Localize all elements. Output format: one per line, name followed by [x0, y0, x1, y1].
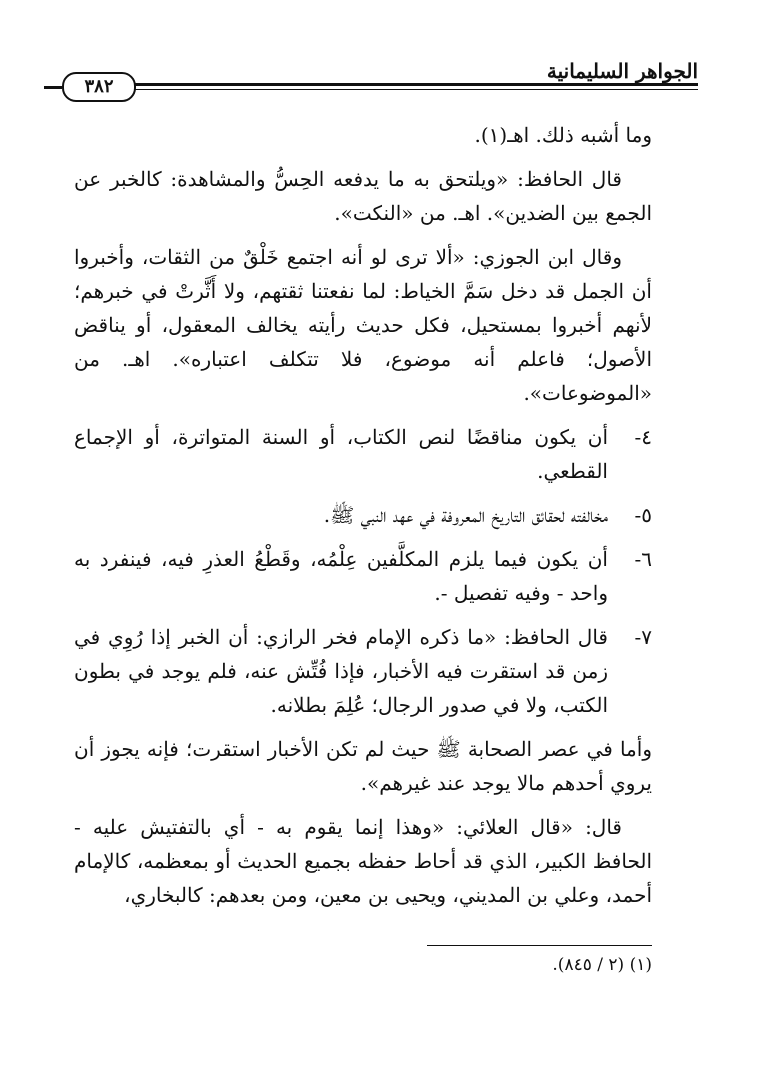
- header-rule-thin: [132, 89, 698, 91]
- list-item: [74, 620, 652, 722]
- list-item-text: أن يكون مناقضًا لنص الكتاب، أو السنة المتواترة، أو الإجماع القطعي.: [74, 425, 608, 483]
- page-number-badge: [62, 72, 136, 102]
- list-item: [74, 420, 652, 488]
- paragraph: وقال ابن الجوزي: «ألا ترى لو أنه اجتمع خَلْقٌ من الثقات، وأخبروا أن الجمل قد دخل سَمَّ الخياط: لما نفعتنا ثقتهم، ولا أَثَّرتْ في خبرهم؛ لأنهم أخبروا بمستحيل، فكل حديث رأيته يخالف المعقول، أو يناقض الأصول؛ فاعلم أنه موضوع، فلا تتكلف اعتباره». اهـ. من «الموضوعات».: [74, 245, 652, 405]
- paragraph: وما أشبه ذلك. اهـ(١).: [474, 123, 652, 147]
- page-header: [62, 55, 698, 105]
- footnote: (١) (٢ / ٨٤٥).: [552, 955, 652, 975]
- list-item-text: مخالفته لحقائق التاريخ المعروفة في عهد النبي ﷺ.: [323, 503, 608, 527]
- list-item-number: ٤-: [634, 425, 652, 449]
- page-number: ٣٨٢: [84, 76, 114, 97]
- list-item-text: أن يكون فيما يلزم المكلَّفين عِلْمُه، وقَطْعُ العذرِ فيه، فينفرد به واحد - وفيه تفصيل -.: [74, 547, 608, 605]
- paragraph: قال: «قال العلائي: «وهذا إنما يقوم به - أي بالتفتيش عليه - الحافظ الكبير، الذي قد أحاط حفظه بجميع الحديث أو بمعظمه، كالإمام أحمد، وعلي بن المديني، ويحيى بن معين، ومن بعدهم: كالبخاري،: [74, 815, 652, 907]
- list-item-number: ٥-: [634, 503, 652, 527]
- paragraph: وأما في عصر الصحابة ﷺ حيث لم تكن الأخبار استقرت؛ فإنه يجوز أن يروي أحدهم مالا يوجد عند غيرهم».: [74, 737, 652, 795]
- footnote-separator: [427, 945, 652, 946]
- page-number-dash: [44, 86, 62, 89]
- list-item-number: ٦-: [634, 547, 652, 571]
- body-text: [74, 118, 652, 922]
- list-item-number: ٧-: [634, 625, 652, 649]
- running-title: الجواهر السليمانية: [546, 59, 698, 83]
- list-item: [74, 498, 652, 532]
- paragraph: قال الحافظ: «ويلتحق به ما يدفعه الحِسُّ والمشاهدة: كالخبر عن الجمع بين الضدين». اهـ. من «النكت».: [74, 167, 652, 225]
- list-item: [74, 542, 652, 610]
- list-item-text: قال الحافظ: «ما ذكره الإمام فخر الرازي: أن الخبر إذا رُوِي في زمن قد استقرت فيه الأخبار، فإذا فُتِّش عنه، فلم يوجد في بطون الكتب، ولا في صدور الرجال؛ عُلِمَ بطلانه.: [74, 625, 608, 717]
